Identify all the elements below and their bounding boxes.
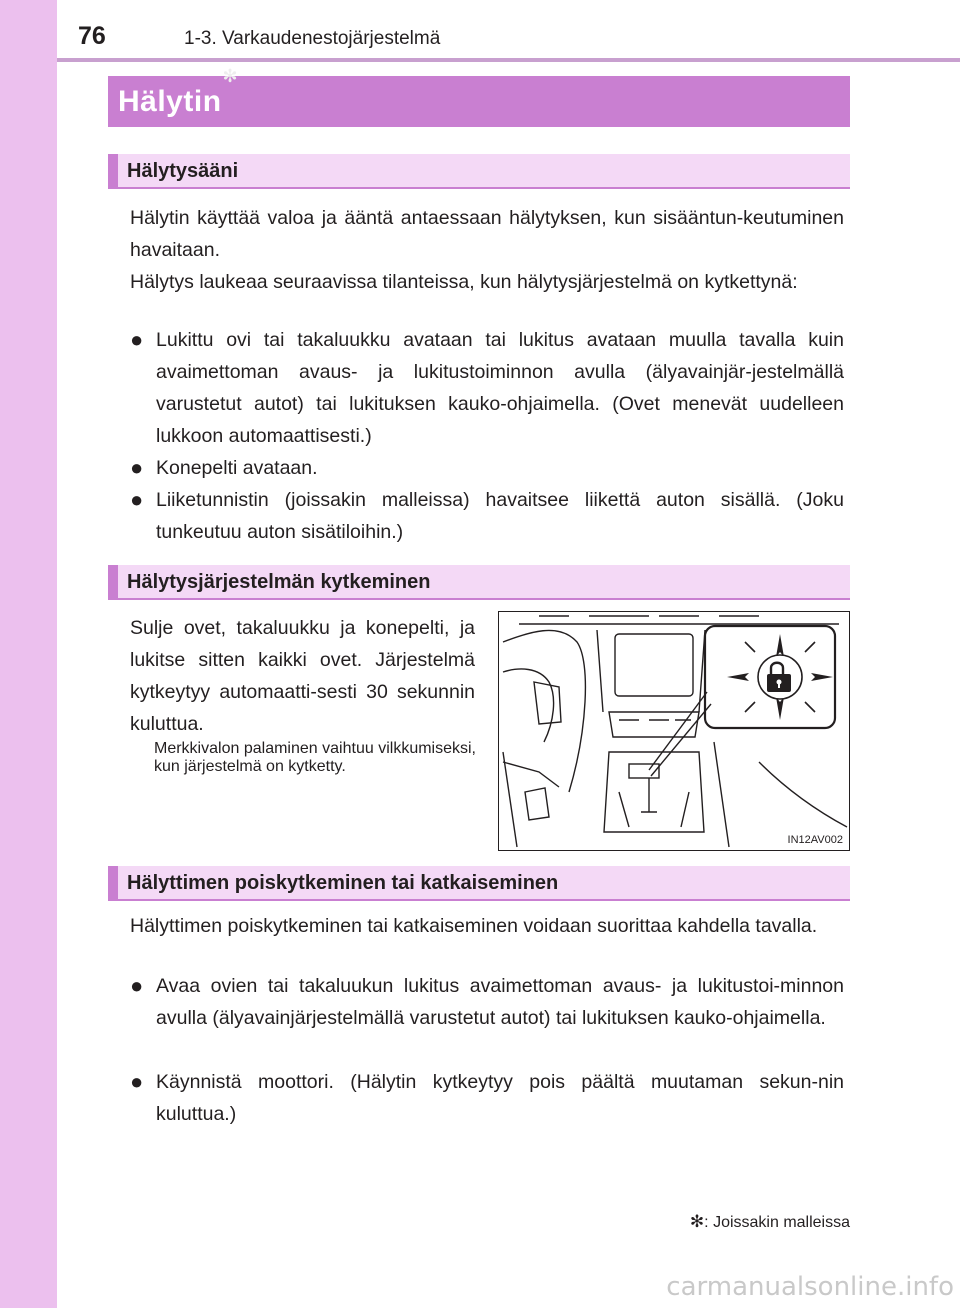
section1-paragraph-2: Hälytys laukeaa seuraavissa tilanteissa, kun hälytysjärjestelmä on kytkettynä: xyxy=(130,271,798,293)
bullet-icon: ● xyxy=(130,1069,144,1094)
section2-paragraph: Sulje ovet, takaluukku ja konepelti, ja lukitse sitten kaikki ovet. Järjestelmä kytkeytyy automaatti-sesti 30 sekunnin kuluttua. xyxy=(130,617,475,735)
list-item xyxy=(130,970,844,1034)
chapter-title: 1-3. Varkaudenestojärjestelmä xyxy=(184,28,441,49)
section3-paragraph: Hälyttimen poiskytkeminen tai katkaiseminen voidaan suorittaa kahdella tavalla. xyxy=(130,915,818,937)
section-heading-disarming: Hälyttimen poiskytkeminen tai katkaiseminen xyxy=(108,866,850,901)
list-item xyxy=(130,1066,844,1130)
page-title: Hälytin xyxy=(118,85,222,118)
list-item xyxy=(130,324,844,452)
list-item xyxy=(130,484,844,548)
watermark: carmanualsonline.info xyxy=(666,1272,954,1302)
list-item-text: Konepelti avataan. xyxy=(156,457,318,479)
security-indicator-illustration xyxy=(498,611,850,851)
bullet-icon: ● xyxy=(130,327,144,352)
asterisk-icon: ✻ xyxy=(222,66,238,86)
list-item-text: Käynnistä moottori. (Hälytin kytkeytyy pois päältä muutaman sekun-nin kuluttua.) xyxy=(156,1071,844,1125)
bullet-icon: ● xyxy=(130,455,144,480)
header-rule xyxy=(57,58,960,62)
section-heading-arming: Hälytysjärjestelmän kytkeminen xyxy=(108,565,850,600)
footnote-text: : Joissakin malleissa xyxy=(704,1214,850,1231)
bullet-icon: ● xyxy=(130,487,144,512)
list-item-text: Liiketunnistin (joissakin malleissa) havaitsee liikettä auton sisällä. (Joku tunkeutuu auton sisätiloihin.) xyxy=(156,489,844,543)
figure-code: IN12AV002 xyxy=(787,834,843,846)
footnote xyxy=(690,1212,850,1232)
section-heading-alarm-sound: Hälytysääni xyxy=(108,154,850,189)
list-item-text: Avaa ovien tai takaluukun lukitus avaimettoman avaus- ja lukitustoi-minnon avulla (älyavainjärjestelmällä varustetut autot) tai lukituksen kauko-ohjaimella. xyxy=(156,975,844,1029)
bullet-icon: ● xyxy=(130,973,144,998)
side-tab-strip xyxy=(0,0,57,1308)
page-number: 76 xyxy=(78,22,106,50)
list-item xyxy=(130,452,844,484)
indicator-note: Merkkivalon palaminen vaihtuu vilkkumiseksi, kun järjestelmä on kytketty. xyxy=(154,740,476,775)
asterisk-icon: ✻ xyxy=(689,1212,705,1231)
list-item-text: Lukittu ovi tai takaluukku avataan tai lukitus avataan muulla tavalla kuin avaimettoman avaus- ja lukitustoiminnon avulla (älyavainjär-jestelmällä varustetut autot) tai lukituksen kauko-ohjaimella. (Ovet menevät uudelleen lukkoon automaattisesti.) xyxy=(156,329,844,447)
dashboard-illustration xyxy=(499,612,848,849)
page-title-bar xyxy=(108,66,850,127)
section1-paragraph-1: Hälytin käyttää valoa ja ääntä antaessaan hälytyksen, kun sisääntun-keutuminen havaitaan. xyxy=(130,207,844,261)
